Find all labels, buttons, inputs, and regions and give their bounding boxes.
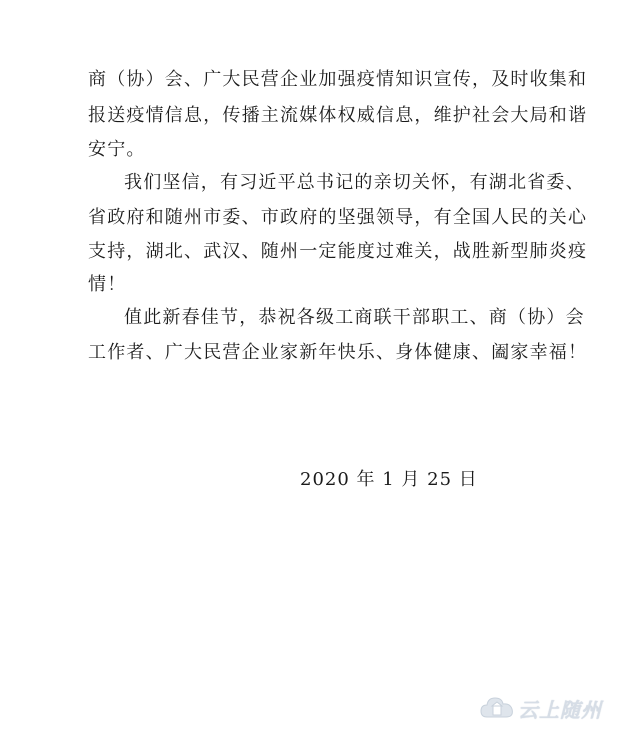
paragraph-2-line-4: 情！ [88, 274, 127, 295]
paragraph-3-line-2: 工作者、广大民营企业家新年快乐、身体健康、阖家幸福！ [88, 342, 588, 363]
cloud-logo-icon [480, 693, 514, 723]
paragraph-1-line-2: 报送疫情信息，传播主流媒体权威信息，维护社会大局和谐 [88, 105, 588, 126]
paragraph-2-line-3: 支持，湖北、武汉、随州一定能度过难关，战胜新型肺炎疫 [88, 241, 588, 262]
paragraph-3-line-1: 值此新春佳节，恭祝各级工商联干部职工、商（协）会 [124, 307, 585, 328]
paragraph-2-line-2: 省政府和随州市委、市政府的坚强领导，有全国人民的关心 [88, 207, 588, 228]
watermark-text: 云上随州 [518, 697, 602, 722]
paragraph-1-line-3: 安宁。 [88, 139, 146, 160]
watermark-logo [480, 690, 608, 726]
paragraph-1-line-1: 商（协）会、广大民营企业加强疫情知识宣传，及时收集和 [88, 69, 588, 90]
paragraph-2-line-1: 我们坚信，有习近平总书记的亲切关怀，有湖北省委、 [124, 172, 585, 193]
document-date: 2020 年 1 月 25 日 [300, 469, 478, 490]
